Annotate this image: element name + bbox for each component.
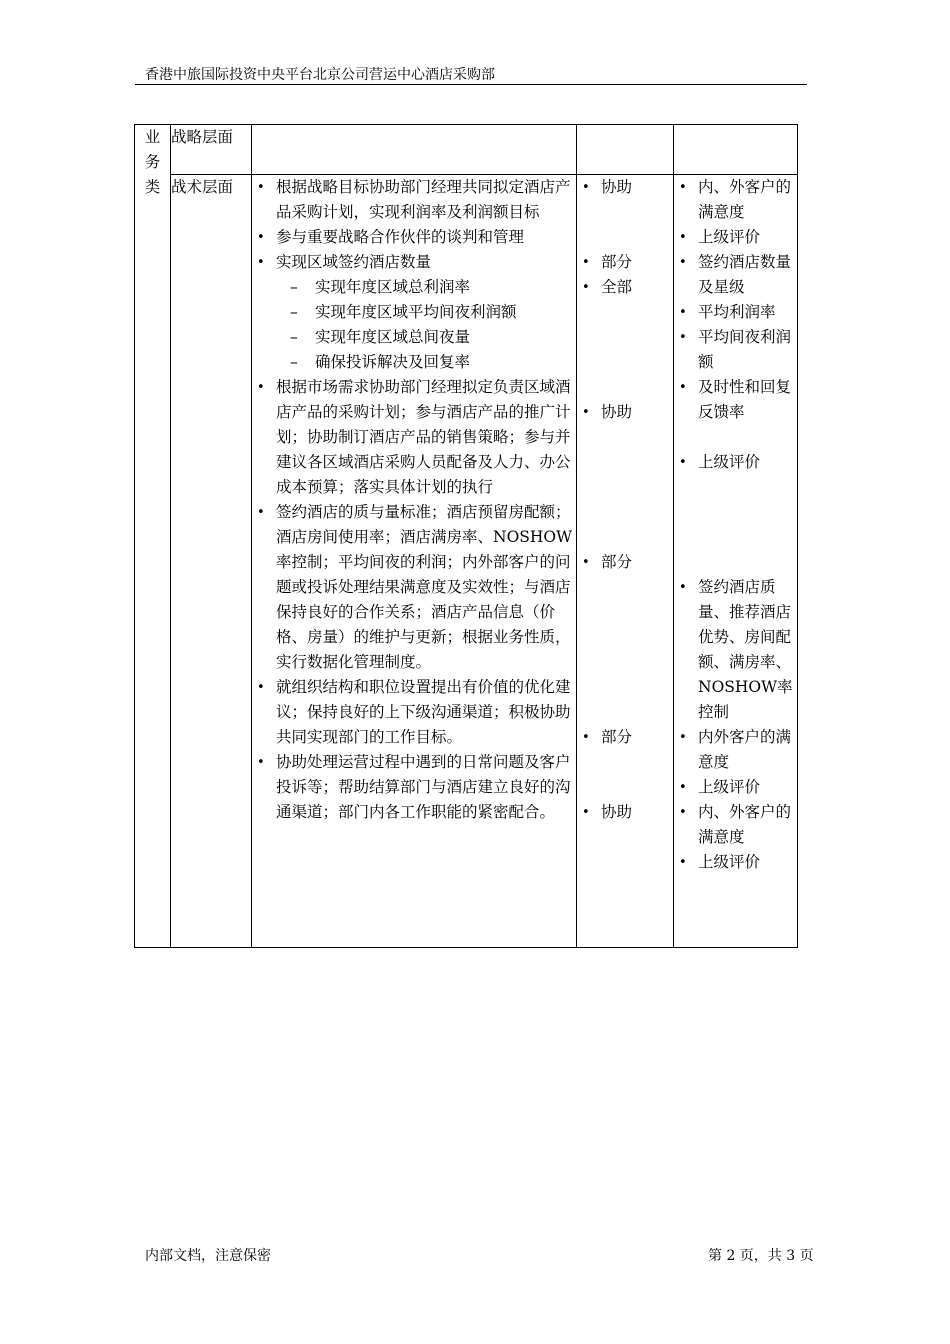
duty-subitem: – 实现年度区域平均间夜利润额	[252, 300, 576, 325]
strategic-kpi-cell	[674, 125, 798, 175]
kpi-item: • 内、外客户的满意度	[674, 175, 797, 225]
duty-item: • 签约酒店的质与量标准；酒店预留房配额；酒店房间使用率；酒店满房率、NOSHOW率控制；平均间夜的利润；内外部客户的问题或投诉处理结果满意度及实效性；与酒店保持良好的合作关系；酒店产品信息（价格、房量）的维护与更新；根据业务性质，实行数据化管理制度。	[252, 500, 576, 675]
tactical-kpis-cell	[674, 175, 798, 948]
kpi-item: • 及时性和回复反馈率	[674, 375, 797, 425]
role-item: • 全部	[577, 275, 673, 300]
kpi-item: • 上级评价	[674, 450, 797, 475]
category-cell	[135, 125, 171, 948]
tactical-level-label: 战术层面	[171, 175, 252, 948]
header-divider	[135, 84, 807, 85]
kpi-item: • 签约酒店质量、推荐酒店优势、房间配额、满房率、NOSHOW率控制	[674, 575, 797, 725]
duty-item: • 根据战略目标协助部门经理共同拟定酒店产品采购计划，实现利润率及利润额目标	[252, 175, 576, 225]
duty-subitem: – 实现年度区域总间夜量	[252, 325, 576, 350]
role-item: • 部分	[577, 550, 673, 575]
footer-confidential-note: 内部文档，注意保密	[145, 1248, 271, 1264]
category-char: 务	[144, 153, 161, 171]
role-item: • 协助	[577, 800, 673, 825]
duty-subitem: – 确保投诉解决及回复率	[252, 350, 576, 375]
kpi-item: • 上级评价	[674, 775, 797, 800]
table-row-tactical	[135, 175, 798, 948]
kpi-item: • 签约酒店数量及星级	[674, 250, 797, 300]
kpi-item: • 内外客户的满意度	[674, 725, 797, 775]
kpi-item: • 平均利润率	[674, 300, 797, 325]
role-item: • 部分	[577, 725, 673, 750]
kpi-item: • 内、外客户的满意度	[674, 800, 797, 850]
role-item: • 部分	[577, 250, 673, 275]
duty-item: • 就组织结构和职位设置提出有价值的优化建议；保持良好的上下级沟通渠道；积极协助共同实现部门的工作目标。	[252, 675, 576, 750]
tactical-duties-cell	[252, 175, 577, 948]
table-row-strategic	[135, 125, 798, 175]
duty-item: • 实现区域签约酒店数量	[252, 250, 576, 275]
kpi-item: • 上级评价	[674, 225, 797, 250]
role-item: • 协助	[577, 400, 673, 425]
kpi-item: • 平均间夜利润额	[674, 325, 797, 375]
strategic-content-cell	[252, 125, 577, 175]
role-item: • 协助	[577, 175, 673, 200]
duty-item: • 参与重要战略合作伙伴的谈判和管理	[252, 225, 576, 250]
footer-page-number: 第 2 页，共 3 页	[708, 1248, 814, 1264]
category-char: 业	[144, 128, 161, 146]
duty-subitem: – 实现年度区域总利润率	[252, 275, 576, 300]
responsibility-table	[134, 124, 798, 948]
kpi-item: • 上级评价	[674, 850, 797, 875]
strategic-role-cell	[577, 125, 674, 175]
category-char: 类	[144, 178, 161, 196]
tactical-roles-cell	[577, 175, 674, 948]
duty-item: • 协助处理运营过程中遇到的日常问题及客户投诉等；帮助结算部门与酒店建立良好的沟通渠道；部门内各工作职能的紧密配合。	[252, 750, 576, 825]
document-header-title: 香港中旅国际投资中央平台北京公司营运中心酒店采购部	[145, 67, 495, 83]
duty-item: • 根据市场需求协助部门经理拟定负责区域酒店产品的采购计划；参与酒店产品的推广计划；协助制订酒店产品的销售策略；参与并建议各区域酒店采购人员配备及人力、办公成本预算；落实具体计划的执行	[252, 375, 576, 500]
strategic-level-label: 战略层面	[171, 125, 252, 175]
